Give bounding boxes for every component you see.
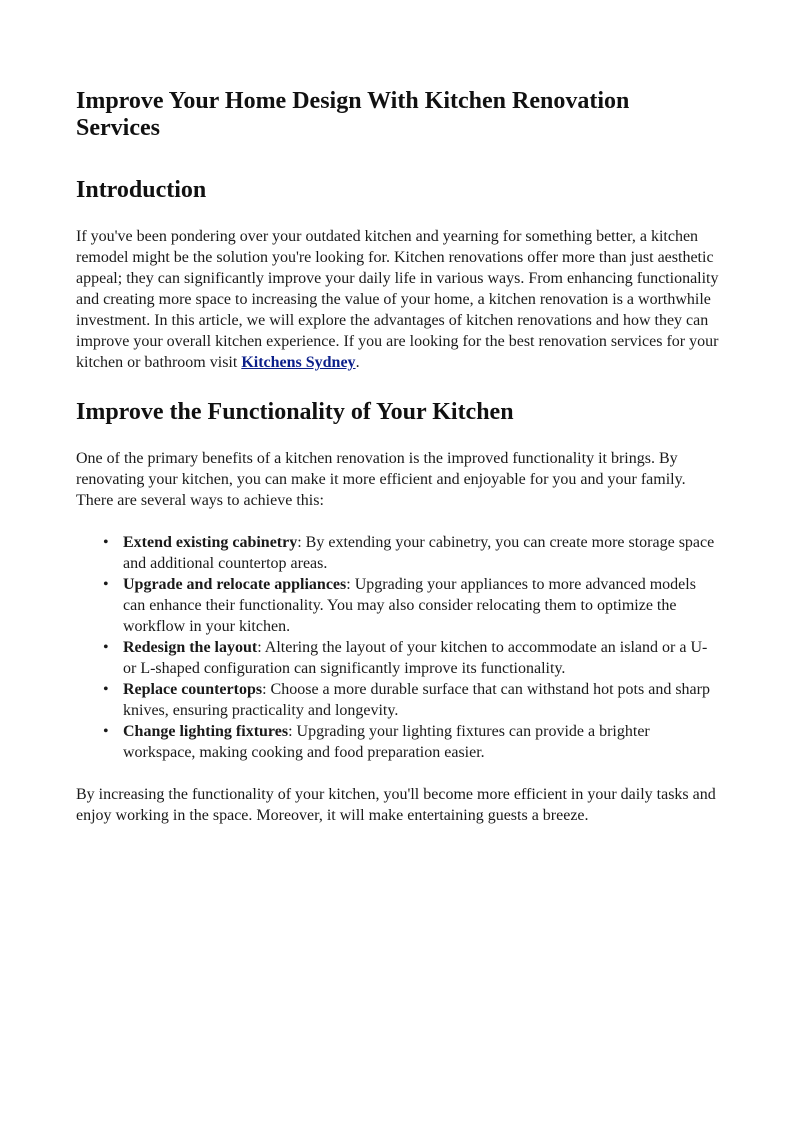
- introduction-heading: Introduction: [76, 177, 207, 203]
- functionality-heading: Improve the Functionality of Your Kitchen: [76, 399, 514, 425]
- list-item-term: Upgrade and relocate appliances: [123, 576, 347, 593]
- bullet-icon: •: [103, 534, 109, 551]
- document-title: Improve Your Home Design With Kitchen Renovation Services: [76, 88, 630, 141]
- bullet-icon: •: [103, 723, 109, 740]
- list-item-term: Change lighting fixtures: [123, 723, 289, 740]
- bullet-icon: •: [103, 576, 109, 593]
- list-item-text: : By extending your cabinetry, you can create more storage space and additional countertop areas.: [123, 534, 715, 572]
- list-item: [103, 574, 720, 637]
- list-item-term: Replace countertops: [123, 681, 263, 698]
- bullet-icon: •: [103, 639, 109, 656]
- closing-paragraph: By increasing the functionality of your kitchen, you'll become more efficient in your daily tasks and enjoy working in the space. Moreover, it will make entertaining guests a breeze.: [76, 786, 716, 824]
- list-item: [103, 721, 720, 763]
- list-item-term: Extend existing cabinetry: [123, 534, 298, 551]
- list-item: [103, 532, 720, 574]
- list-item: [103, 637, 720, 679]
- list-item-text: : Altering the layout of your kitchen to accommodate an island or a U- or L-shaped configuration can significantly improve its functionality.: [123, 639, 708, 677]
- introduction-text: If you've been pondering over your outdated kitchen and yearning for something better, a kitchen remodel might be the solution you're looking for. Kitchen renovations offer more than just aesthetic appeal; they can significantly improve your daily life in various ways. From enhancing functionality and creating more space to increasing the value of your home, a kitchen renovation is a worthwhile investment. In this article, we will explore the advantages of kitchen renovations and how they can improve your overall kitchen experience. If you are looking for the best renovation services for your kitchen or bathroom visit: [76, 228, 719, 371]
- introduction-text-end: .: [355, 354, 360, 371]
- bullet-icon: •: [103, 681, 109, 698]
- list-item-text: : Choose a more durable surface that can withstand hot pots and sharp knives, ensuring practicality and longevity.: [123, 681, 710, 719]
- introduction-paragraph: [76, 226, 720, 373]
- list-item-term: Redesign the layout: [123, 639, 258, 656]
- list-item-text: : Upgrading your appliances to more advanced models can enhance their functionality. You may also consider relocating them to optimize the workflow in your kitchen.: [123, 576, 696, 635]
- list-item: [103, 679, 720, 721]
- list-item-text: : Upgrading your lighting fixtures can provide a brighter workspace, making cooking and food preparation easier.: [123, 723, 650, 761]
- benefit-list: [76, 532, 720, 763]
- functionality-paragraph: One of the primary benefits of a kitchen renovation is the improved functionality it brings. By renovating your kitchen, you can make it more efficient and enjoyable for you and your family. There are several ways to achieve this:: [76, 450, 686, 509]
- kitchens-sydney-link[interactable]: Kitchens Sydney: [241, 354, 356, 371]
